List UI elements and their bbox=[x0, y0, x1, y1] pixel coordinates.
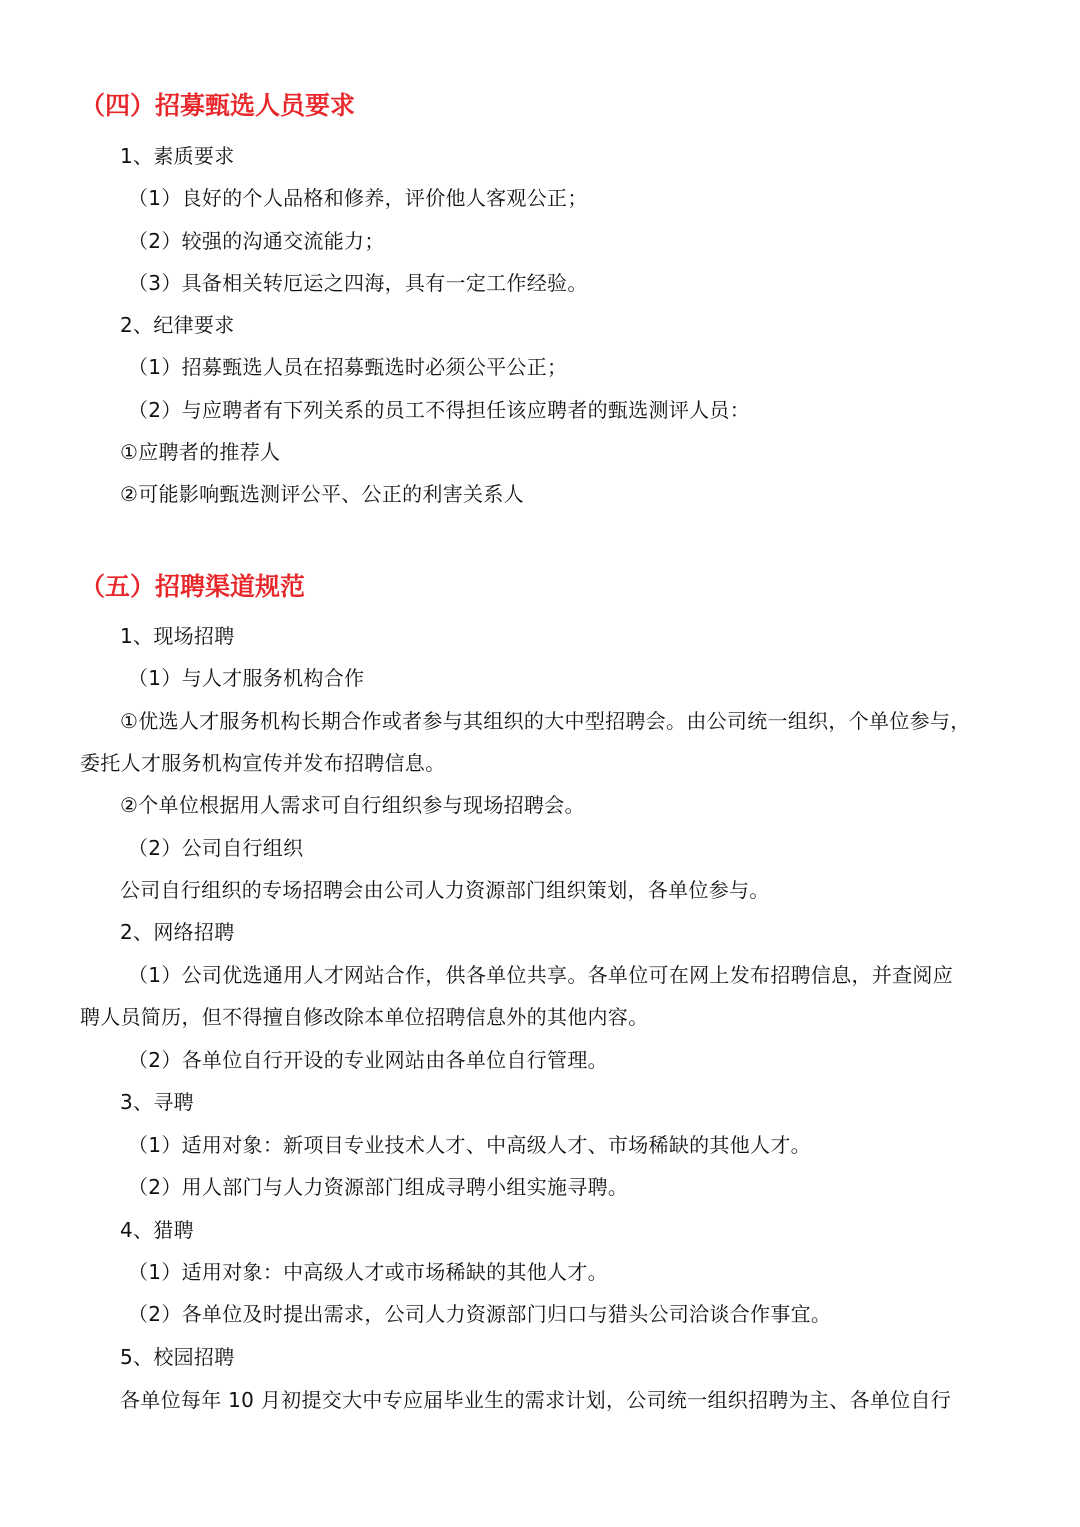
list-item: （3）具备相关转厄运之四海，具有一定工作经验。 bbox=[128, 271, 588, 295]
list-item: （2）用人部门与人力资源部门组成寻聘小组实施寻聘。 bbox=[128, 1175, 629, 1199]
paragraph-line: ①优选人才服务机构长期合作或者参与其组织的大中型招聘会。由公司统一组织，个单位参与， bbox=[120, 709, 971, 733]
section-5-heading: （五）招聘渠道规范 bbox=[80, 572, 306, 601]
subsection-5-title: 5、校园招聘 bbox=[120, 1345, 235, 1369]
subsection-1-title: 1、现场招聘 bbox=[120, 624, 235, 648]
list-item: （1）适用对象：新项目专业技术人才、中高级人才、市场稀缺的其他人才。 bbox=[128, 1133, 811, 1157]
list-item: （2）各单位及时提出需求，公司人力资源部门归口与猎头公司洽谈合作事宜。 bbox=[128, 1302, 832, 1326]
list-item: （1）与人才服务机构合作 bbox=[128, 666, 365, 690]
paragraph-line: 公司自行组织的专场招聘会由公司人力资源部门组织策划，各单位参与。 bbox=[120, 878, 770, 902]
list-item: （1）良好的个人品格和修养，评价他人客观公正； bbox=[128, 186, 588, 210]
paragraph-line: 委托人才服务机构宣传并发布招聘信息。 bbox=[80, 751, 446, 775]
section-4-heading: （四）招募甄选人员要求 bbox=[80, 91, 356, 120]
paragraph-line: 聘人员简历，但不得擅自修改除本单位招聘信息外的其他内容。 bbox=[80, 1005, 649, 1029]
subsection-2-title: 2、网络招聘 bbox=[120, 920, 235, 944]
list-item: （2）各单位自行开设的专业网站由各单位自行管理。 bbox=[128, 1048, 608, 1072]
list-item: （1）招募甄选人员在招募甄选时必须公平公正； bbox=[128, 355, 568, 379]
list-item: ①应聘者的推荐人 bbox=[120, 440, 281, 464]
list-item: （2）公司自行组织 bbox=[128, 836, 304, 860]
list-item: （2）与应聘者有下列关系的员工不得担任该应聘者的甄选测评人员： bbox=[128, 398, 751, 422]
paragraph-line: 各单位每年 10 月初提交大中专应届毕业生的需求计划，公司统一组织招聘为主、各单位自行 bbox=[120, 1388, 952, 1412]
list-item: （1）适用对象：中高级人才或市场稀缺的其他人才。 bbox=[128, 1260, 608, 1284]
paragraph-line: （1）公司优选通用人才网站合作，供各单位共享。各单位可在网上发布招聘信息，并查阅应 bbox=[128, 963, 954, 987]
subsection-1-title: 1、素质要求 bbox=[120, 144, 235, 168]
paragraph-line: ②个单位根据用人需求可自行组织参与现场招聘会。 bbox=[120, 793, 585, 817]
subsection-2-title: 2、纪律要求 bbox=[120, 313, 235, 337]
subsection-3-title: 3、寻聘 bbox=[120, 1090, 194, 1114]
list-item: （2）较强的沟通交流能力； bbox=[128, 229, 385, 253]
list-item: ②可能影响甄选测评公平、公正的利害关系人 bbox=[120, 482, 524, 506]
subsection-4-title: 4、猎聘 bbox=[120, 1218, 194, 1242]
